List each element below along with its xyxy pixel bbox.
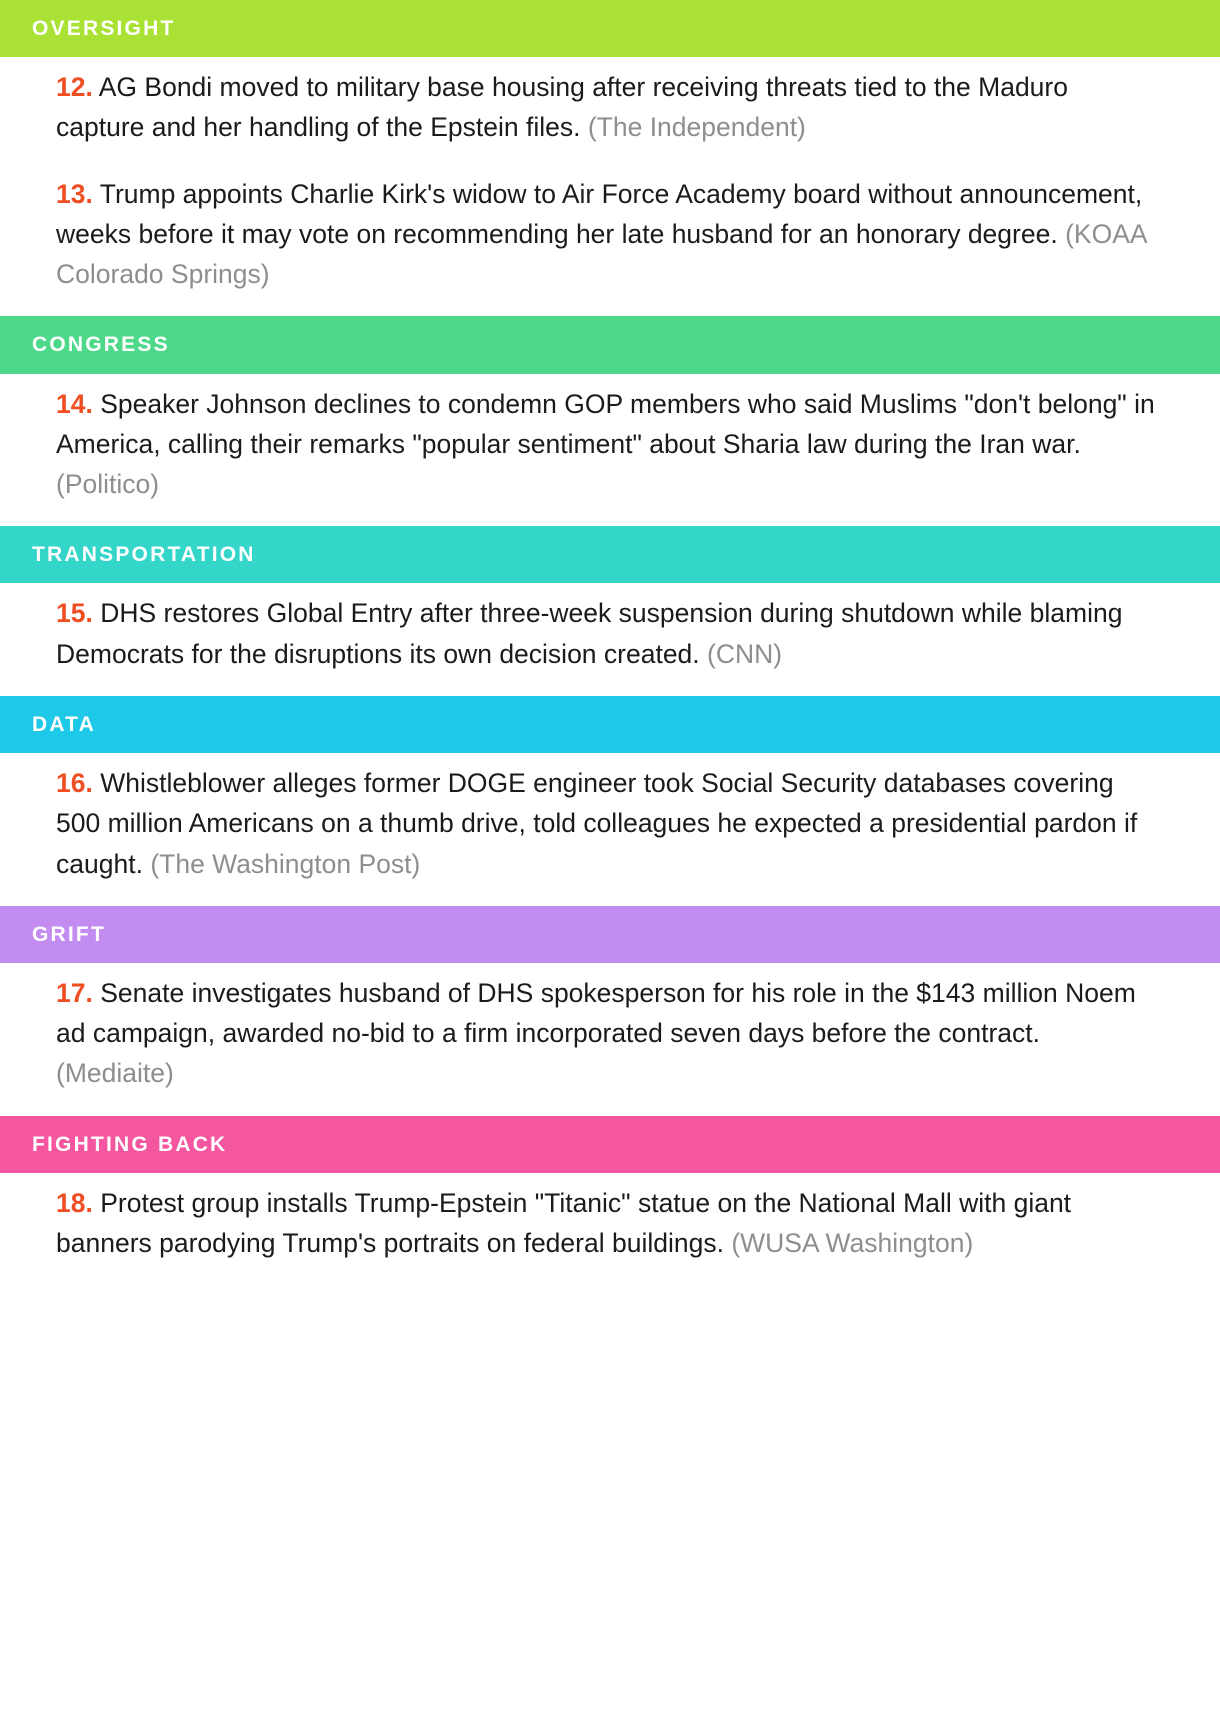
item-number: 17. (56, 977, 93, 1008)
section (0, 0, 1220, 316)
news-item (56, 763, 1160, 884)
section-body (0, 753, 1220, 906)
item-source: (Mediaite) (56, 1058, 174, 1089)
section-header-oversight: OVERSIGHT (0, 0, 1220, 57)
section (0, 696, 1220, 906)
section-body (0, 374, 1220, 527)
section (0, 526, 1220, 696)
item-source: (KOAA Colorado Springs) (56, 218, 1147, 290)
item-number: 12. (56, 72, 93, 103)
item-text: Whistleblower alleges former DOGE engineer took Social Security databases covering 500 million Americans on a thumb drive, told colleagues he expected a presidential pardon if caught. (56, 768, 1138, 879)
section-body (0, 57, 1220, 316)
item-number: 13. (56, 178, 93, 209)
news-item (56, 174, 1160, 295)
item-source: (The Washington Post) (150, 848, 421, 879)
news-item (56, 593, 1160, 674)
news-item (56, 1183, 1160, 1264)
section-header-fighting-back: FIGHTING BACK (0, 1116, 1220, 1173)
item-source: (WUSA Washington) (731, 1228, 974, 1259)
section (0, 1116, 1220, 1286)
section-header-grift: GRIFT (0, 906, 1220, 963)
item-number: 15. (56, 598, 93, 629)
item-number: 14. (56, 388, 93, 419)
item-text: DHS restores Global Entry after three-week suspension during shutdown while blaming Democrats for the disruptions its own decision created. (56, 598, 1123, 669)
item-text: AG Bondi moved to military base housing after receiving threats tied to the Maduro capture and her handling of the Epstein files. (56, 72, 1068, 143)
item-text: Protest group installs Trump-Epstein "Titanic" statue on the National Mall with giant banners parodying Trump's portraits on federal buildings. (56, 1187, 1072, 1259)
item-source: (The Independent) (587, 112, 806, 143)
section-body (0, 963, 1220, 1116)
section (0, 316, 1220, 526)
item-source: (Politico) (56, 469, 160, 500)
news-item (56, 973, 1160, 1094)
item-text: Senate investigates husband of DHS spokesperson for his role in the $143 million Noem ad campaign, awarded no-bid to a firm incorporated seven days before the contract. (56, 977, 1136, 1049)
item-text: Speaker Johnson declines to condemn GOP members who said Muslims "don't belong" in America, calling their remarks "popular sentiment" about Sharia law during the Iran war. (56, 388, 1155, 459)
item-text: Trump appoints Charlie Kirk's widow to Air Force Academy board without announcement, weeks before it may vote on recommending her late husband for an honorary degree. (56, 178, 1143, 249)
section-header-transportation: TRANSPORTATION (0, 526, 1220, 583)
section-header-data: DATA (0, 696, 1220, 753)
news-item (56, 384, 1160, 505)
section (0, 906, 1220, 1116)
news-item (56, 67, 1160, 148)
item-number: 18. (56, 1187, 93, 1218)
item-source: (CNN) (707, 638, 783, 669)
section-header-congress: CONGRESS (0, 316, 1220, 373)
item-number: 16. (56, 768, 93, 799)
section-body (0, 583, 1220, 696)
section-body (0, 1173, 1220, 1286)
